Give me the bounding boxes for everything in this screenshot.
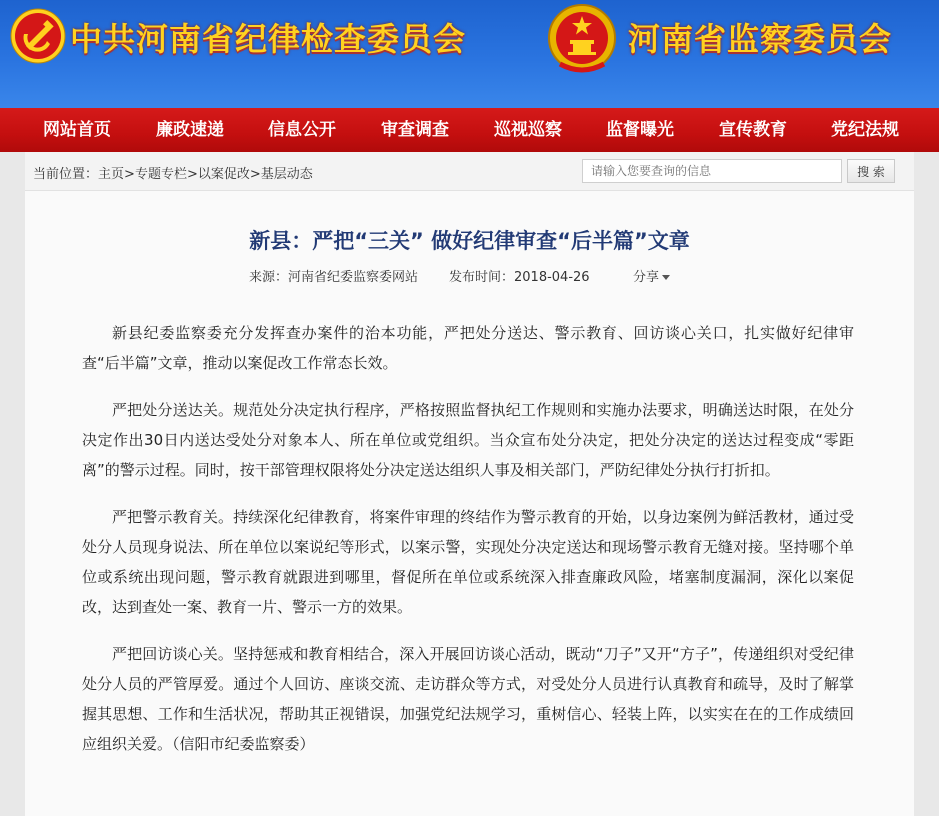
breadcrumb-separator: > bbox=[249, 167, 261, 182]
article-body bbox=[82, 318, 854, 776]
nav-item-education[interactable]: 宣传教育 bbox=[719, 120, 787, 140]
breadcrumb-separator: > bbox=[124, 167, 135, 182]
article-title: 新县：严把“三关” 做好纪律审查“后半篇”文章 bbox=[249, 229, 690, 253]
article-paragraph: 严把警示教育关。持续深化纪律教育，将案件审理的终结作为警示教育的开始，以身边案例为鲜活教材，通过受处分人员现身说法、所在单位以案说纪等形式，以案示警，实现处分决定送达和现场警示教育无缝对接。坚持哪个单位或系统出现问题，警示教育就跟进到哪里，督促所在单位或系统深入排查廉政风险，堵塞制度漏洞，深化以案促改，达到查处一案、教育一片、警示一方的效果。 bbox=[82, 508, 854, 616]
nav-item-inspection[interactable]: 巡视巡察 bbox=[494, 120, 562, 140]
party-emblem-icon bbox=[10, 8, 66, 64]
breadcrumb bbox=[33, 163, 313, 182]
article-paragraph: 严把回访谈心关。坚持惩戒和教育相结合，深入开展回访谈心活动，既动“刀子”又开“方子”，传递组织对受纪律处分人员的严管厚爱。通过个人回访、座谈交流、走访群众等方式，对受处分人员进行认真教育和疏导，及时了解掌握其思想、工作和生活状况，帮助其正视错误，加强党纪法规学习，重树信心、轻装上阵，以实实在在的工作成绩回应组织关爱。（信阳市纪委监察委） bbox=[82, 645, 854, 753]
national-emblem-icon bbox=[546, 2, 618, 78]
breadcrumb-item-reform[interactable]: 以案促改 bbox=[197, 167, 250, 182]
breadcrumb-separator: > bbox=[186, 167, 198, 182]
nav-item-disclosure[interactable]: 信息公开 bbox=[268, 120, 336, 140]
breadcrumb-item-home[interactable]: 主页 bbox=[98, 167, 125, 182]
nav-item-home[interactable]: 网站首页 bbox=[43, 120, 111, 140]
breadcrumb-bar bbox=[25, 152, 914, 191]
header-right-title: 河南省监察委员会 bbox=[628, 20, 893, 58]
nav-item-regulations[interactable]: 党纪法规 bbox=[831, 120, 899, 140]
share-button[interactable] bbox=[633, 266, 670, 285]
article-paragraph: 严把处分送达关。规范处分决定执行程序，严格按照监督执纪工作规则和实施办法要求，明确送达时限，在处分决定作出30日内送达受处分对象本人、所在单位或党组织。当众宣布处分决定，把处分决定的送达过程变成“零距离”的警示过程。同时，按干部管理权限将处分决定送达组织人事及相关部门，严防纪律处分执行打折扣。 bbox=[82, 401, 854, 479]
breadcrumb-item-grassroots[interactable]: 基层动态 bbox=[260, 167, 313, 182]
article-source: 来源：河南省纪委监察委网站 bbox=[249, 270, 419, 285]
article-date: 发布时间：2018-04-26 bbox=[449, 270, 590, 285]
nav-item-exposure[interactable]: 监督曝光 bbox=[606, 120, 674, 140]
article-meta bbox=[25, 266, 914, 284]
article-paragraph: 新县纪委监察委充分发挥查办案件的治本功能，严把处分送达、警示教育、回访谈心关口，扎实做好纪律审查“后半篇”文章，推动以案促改工作常态长效。 bbox=[82, 324, 854, 372]
site-header bbox=[0, 0, 939, 108]
share-label: 分享 bbox=[633, 270, 660, 285]
search-input[interactable] bbox=[582, 159, 842, 183]
nav-item-news[interactable]: 廉政速递 bbox=[156, 120, 224, 140]
search-button[interactable]: 搜 索 bbox=[847, 159, 895, 183]
main-nav bbox=[0, 108, 939, 152]
breadcrumb-prefix: 当前位置： bbox=[33, 167, 99, 182]
chevron-down-icon bbox=[662, 275, 670, 280]
nav-item-investigation[interactable]: 审查调查 bbox=[381, 120, 449, 140]
header-left-title: 中共河南省纪律检查委员会 bbox=[70, 20, 467, 58]
breadcrumb-item-topics[interactable]: 专题专栏 bbox=[134, 167, 187, 182]
